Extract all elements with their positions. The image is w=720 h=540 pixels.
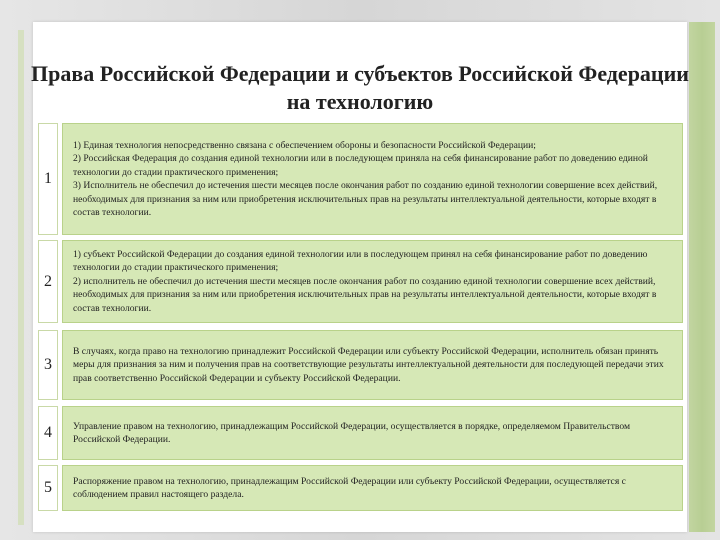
item-number: 1 (38, 123, 58, 235)
item-text: Распоряжение правом на технологию, принадлежащим Российской Федерации или субъекту Российской Федерации, осуществляется с соблюдением правил настоящего раздела. (73, 475, 626, 500)
item-text-box (62, 123, 683, 235)
item-text-box (62, 330, 683, 400)
item-number: 3 (38, 330, 58, 400)
item-text: В случаях, когда право на технологию принадлежит Российской Федерации или субъекту Российской Федерации, исполнитель обязан принять меры для признания за ним и получения прав на соответствующие результаты интеллектуальной деятельности для последующей передачи этих прав соответственно Российской Федерации и субъекту Российской Федерации. (73, 345, 664, 384)
item-number: 2 (38, 240, 58, 323)
item-text-box (62, 465, 683, 511)
item-text: 1) Единая технология непосредственно связана с обеспечением обороны и безопасности Российской Федерации; 2) Российская Федерация до создания единой технологии или в последующем приняла на себя финансирование работ по доведению единой технологии до стадии практического применения; 3) Исполнитель не обеспечил до истечения шести месяцев после окончания работ по созданию единой технологии совершение всех действий, необходимых для признания за ним или приобретения исключительных прав на результаты интеллектуальной деятельности, которые входят в состав технологии. (73, 139, 658, 218)
left-decorative-stripe (18, 30, 24, 525)
page-title: Права Российской Федерации и субъектов Российской Федерации на технологию (31, 61, 689, 114)
item-text-box (62, 406, 683, 460)
item-number: 4 (38, 406, 58, 460)
item-text: 1) субъект Российской Федерации до создания единой технологии или в последующем принял на себя финансирование работ по доведению технологии до стадии практического применения; 2) исполнитель не обеспечил до истечения шести месяцев после окончания работ по созданию единой технологии совершение всех действий, необходимых для признания за ним или приобретения исключительных прав на результаты интеллектуальной деятельности, которые входят в состав технологии. (73, 248, 657, 314)
item-text: Управление правом на технологию, принадлежащим Российской Федерации, осуществляется в порядке, определяемом Правительством Российской Федерации. (73, 420, 631, 445)
right-decorative-stripe (689, 22, 715, 532)
item-number: 5 (38, 465, 58, 511)
item-text-box (62, 240, 683, 323)
